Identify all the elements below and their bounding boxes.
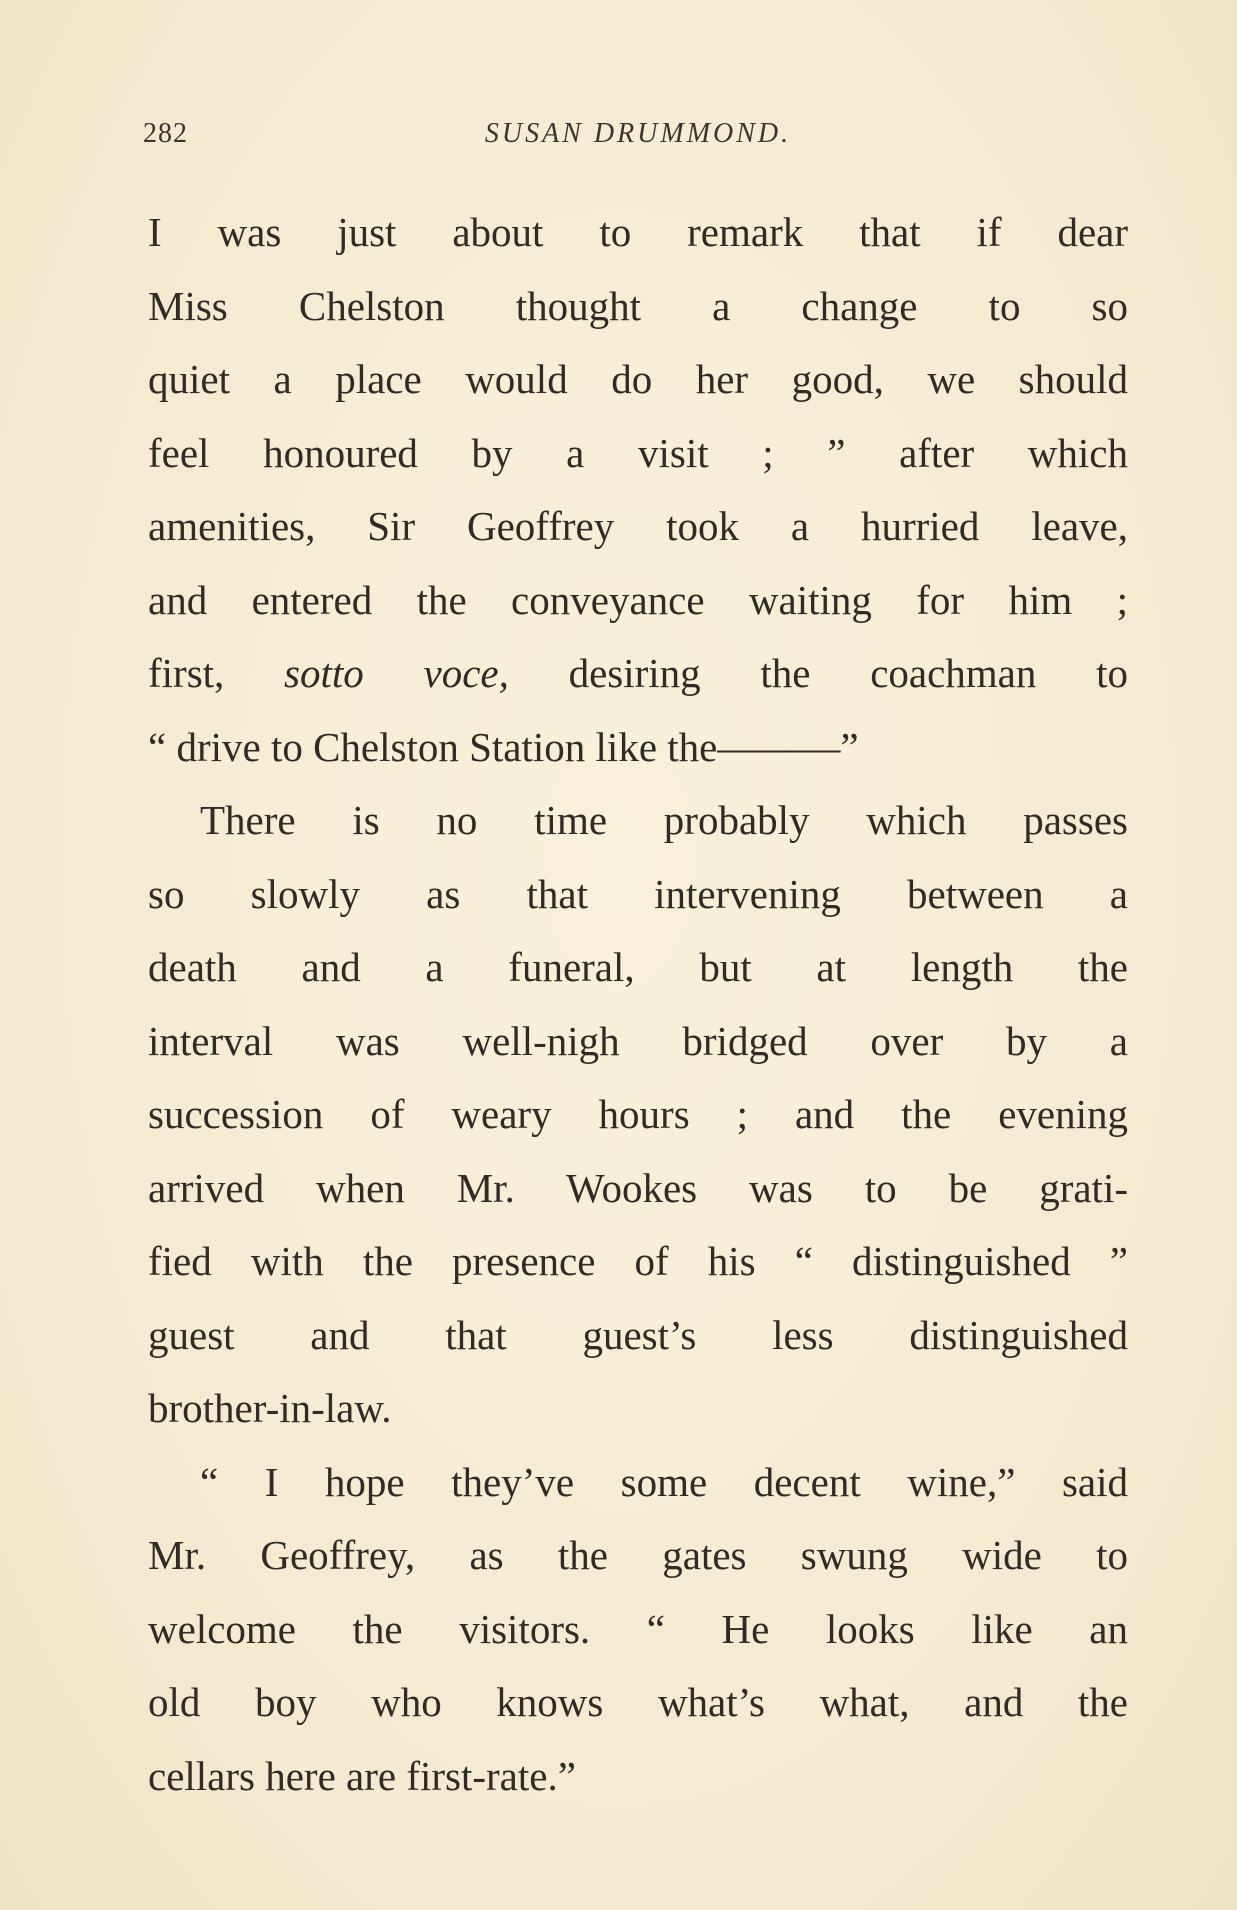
text-line: brother-in-law. [148,1385,392,1431]
text-line: succession of weary hours ; and the evening [148,1091,1128,1137]
text-line: quiet a place would do her good, we should [148,356,1128,402]
paragraph-first-line: “ I hope they’ve some decent wine,” said [200,1458,1128,1505]
text-line: I was just about to remark that if dear [148,209,1128,255]
text-line: welcome the visitors. “ He looks like an [148,1605,1128,1652]
body-text [148,196,1128,1813]
text-line: fied with the presence of his “ distinguished ” [148,1238,1128,1284]
text-line: so slowly as that intervening between a [148,870,1128,917]
text-line: old boy who knows what’s what, and the [148,1679,1128,1725]
italic-phrase: sotto voce, [284,650,509,696]
text-run: first, [148,650,285,696]
text-line [148,637,1128,711]
text-line: “ drive to Chelston Station like the———” [148,723,859,770]
text-line: Mr. Geoffrey, as the gates swung wide to [148,1532,1128,1578]
text-line: arrived when Mr. Wookes was to be grati- [148,1164,1128,1211]
text-line: Miss Chelston thought a change to so [148,282,1128,329]
text-line: amenities, Sir Geoffrey took a hurried leave, [148,503,1128,549]
page-header [143,118,1133,158]
text-line: and entered the conveyance waiting for him ; [148,576,1128,623]
text-line: cellars here are first-rate.” [148,1752,576,1799]
text-line: interval was well-nigh bridged over by a [148,1017,1128,1064]
text-run: desiring the coachman to [508,650,1128,696]
page-number: 282 [143,118,188,149]
text-line: guest and that guest’s less distinguished [148,1311,1128,1358]
paragraph-first-line: There is no time probably which passes [200,797,1128,843]
running-title: SUSAN DRUMMOND. [484,118,792,149]
text-line: death and a funeral, but at length the [148,944,1128,990]
text-line: feel honoured by a visit ; ” after which [148,429,1128,476]
